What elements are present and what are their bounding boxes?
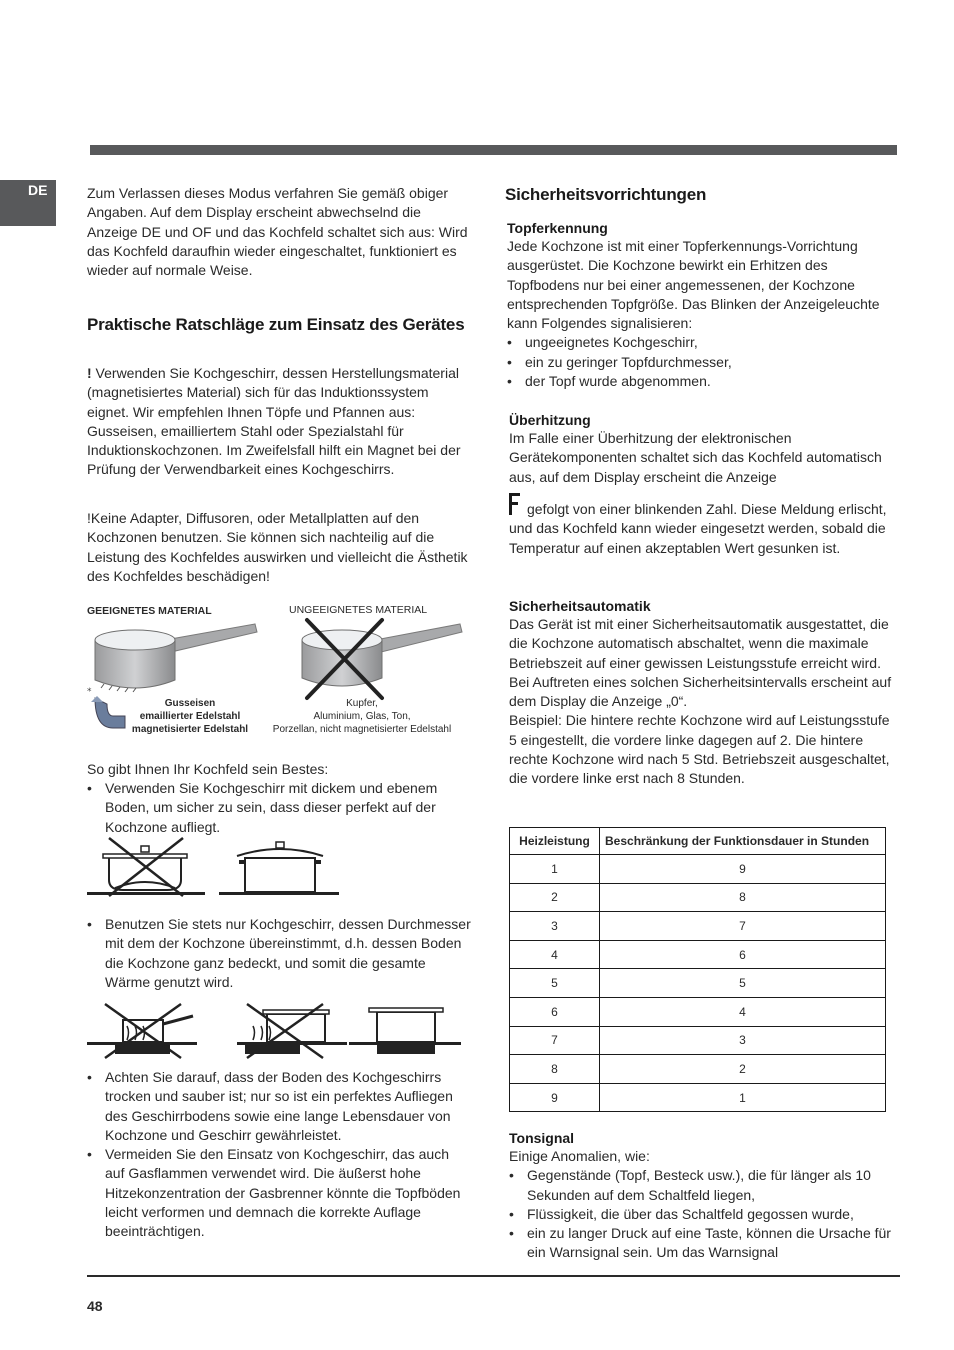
material-figure bbox=[87, 600, 472, 745]
left-intro bbox=[87, 184, 472, 280]
section-title-tips: Praktische Ratschläge zum Einsatz des Gerätes bbox=[87, 315, 465, 334]
suitable-material-title: GEEIGNETES MATERIAL bbox=[87, 605, 212, 617]
left-paragraph-1 bbox=[87, 364, 472, 480]
tip-item: • Vermeiden Sie den Einsatz von Kochgeschirr, das auch auf Gasflammen verwendet wird. Die äußerst hohe Hitzekonzentration der Gasbrenner könnte die Topfböden leicht verformen und demnach die korrekte Auflage beeinträchtigen. bbox=[87, 1145, 472, 1241]
language-tab: DE bbox=[0, 180, 56, 226]
table-header-heizleistung: Heizleistung bbox=[510, 828, 600, 855]
auto-section bbox=[509, 597, 894, 789]
material-paragraph: ! Verwenden Sie Kochgeschirr, dessen Herstellungsmaterial (magnetisiertes Material) sich für das Induktionssystem eignet. Wir empfehlen Ihnen Töpfe und Pfannen aus: Gusseisen, emailliertem Stahl oder Spezialstahl für Induktionskochzonen. Im Zweifelsfall hilft ein Magnet bei der Prüfung der Verwendbarkeit eines Kochgeschirrs. bbox=[87, 365, 461, 478]
table-row: 1 9 bbox=[510, 855, 886, 884]
list-item: • ein zu geringer Topfdurchmesser, bbox=[507, 353, 892, 372]
intro-paragraph: Zum Verlassen dieses Modus verfahren Sie gemäß obiger Angaben. Auf dem Display erscheint abwechselnd die Anzeige DE und OF und das Kochfeld schaltet sich aus: Wird das Kochfeld daraufhin wieder eingeschaltet, funktioniert es wieder auf normale Weise. bbox=[87, 185, 468, 279]
ueber-section bbox=[509, 411, 894, 487]
pot-size-diagram bbox=[87, 1002, 467, 1060]
table-header-row bbox=[510, 828, 886, 855]
unsuitable-material-list: Kupfer, Aluminium, Glas, Ton, Porzellan, nicht magnetisierter Edelstahl bbox=[272, 698, 452, 735]
sicherheitsautomatik-example: Beispiel: Die hintere rechte Kochzone wird auf Leistungsstufe 5 eingestellt, die vordere linke dagegen auf 2. Die hintere rechte Kochzone wird nach 5 Std. Betriebszeit ausgeschaltet, die vordere linke erst nach 8 Stunden. bbox=[509, 712, 890, 787]
section-title-safety: Sicherheitsvorrichtungen bbox=[505, 185, 707, 204]
tips-intro: So gibt Ihnen Ihr Kochfeld sein Bestes: bbox=[87, 761, 329, 777]
tip-list-3 bbox=[87, 1068, 472, 1242]
subheading-tonsignal: Tonsignal bbox=[509, 1130, 575, 1146]
list-item: • Gegenstände (Topf, Besteck usw.), die für länger als 10 Sekunden auf dem Schaltfeld liegen, bbox=[509, 1166, 894, 1205]
page-number: 48 bbox=[87, 1298, 103, 1314]
left-section bbox=[87, 315, 472, 335]
heating-duration-table bbox=[509, 827, 886, 1112]
footer-rule bbox=[87, 1275, 900, 1277]
subheading-ueberhitzung: Überhitzung bbox=[509, 412, 591, 428]
svg-text:*: * bbox=[87, 687, 92, 697]
table-row: 9 1 bbox=[510, 1083, 886, 1112]
right-section-title bbox=[505, 185, 890, 205]
ton-section bbox=[509, 1129, 894, 1263]
list-item: • der Topf wurde abgenommen. bbox=[507, 372, 892, 391]
table-header-duration: Beschränkung der Funktionsdauer in Stunden bbox=[600, 828, 886, 855]
topferkennung-text: Jede Kochzone ist mit einer Topferkennungs-Vorrichtung ausgerüstet. Die Kochzone bewirkt ein Erhitzen des Topfbodens nur bei einer angemessenen, der Kochzone entsprechenden Topfgröße. Das Blinken der Anzeigeleuchte kann Folgendes signalisieren: bbox=[507, 238, 880, 332]
unsuitable-pan-illustration bbox=[297, 616, 472, 706]
tip-item: • Benutzen Sie stets nur Kochgeschirr, dessen Durchmesser mit dem der Kochzone übereinstimmt, d.h. dessen Boden die Kochzone ganz bedeckt, und somit die gesamte Wärme genutzt wird. bbox=[87, 915, 472, 992]
subheading-topferkennung: Topferkennung bbox=[507, 220, 608, 236]
tonsignal-intro: Einige Anomalien, wie: bbox=[509, 1148, 650, 1164]
list-item: • ungeeignetes Kochgeschirr, bbox=[507, 333, 892, 352]
unsuitable-material-title: UNGEEIGNETES MATERIAL bbox=[289, 604, 428, 616]
subheading-sicherheitsautomatik: Sicherheitsautomatik bbox=[509, 598, 651, 614]
table-row: 2 8 bbox=[510, 883, 886, 912]
list-item: • Flüssigkeit, die über das Schaltfeld gegossen wurde, bbox=[509, 1205, 894, 1224]
topf-section bbox=[507, 219, 892, 391]
tip-list-2 bbox=[87, 915, 472, 992]
ueberhitzung-text-2: gefolgt von einer blinkenden Zahl. Diese Meldung erlischt, und das Kochfeld kann wieder eingesetzt werden, sobald die Temperatur auf einen akzeptablen Wert gesunken ist. bbox=[509, 501, 887, 556]
table-row: 7 3 bbox=[510, 1026, 886, 1055]
suitable-material-list: Gusseisen emaillierter Edelstahl magnetisierter Edelstahl bbox=[131, 698, 249, 735]
table-row: 6 4 bbox=[510, 997, 886, 1026]
table-row: 4 6 bbox=[510, 940, 886, 969]
tip-item: • Verwenden Sie Kochgeschirr mit dickem und ebenem Boden, um sicher zu sein, dass dieser perfekt auf der Kochzone aufliegt. bbox=[87, 779, 472, 837]
tip-item: • Achten Sie darauf, dass der Boden des Kochgeschirrs trocken und sauber ist; nur so ist ein perfektes Aufliegen des Geschirrbodens sowie eine lange Lebensdauer von Kochzone und Geschirr gewährleistet. bbox=[87, 1068, 472, 1145]
ueber-section-cont bbox=[509, 500, 894, 558]
left-paragraph-2 bbox=[87, 509, 472, 586]
table-row: 8 2 bbox=[510, 1055, 886, 1084]
tip-list-1 bbox=[87, 779, 472, 837]
table-row: 5 5 bbox=[510, 969, 886, 998]
header-bar bbox=[90, 145, 897, 155]
ueberhitzung-text-1: Im Falle einer Überhitzung der elektronischen Gerätekomponenten schaltet sich das Kochfeld automatisch aus, auf dem Display erscheint die Anzeige bbox=[509, 430, 882, 485]
table-row: 3 7 bbox=[510, 912, 886, 941]
flat-base-diagram bbox=[87, 836, 347, 898]
adapter-warning-paragraph: !Keine Adapter, Diffusoren, oder Metallplatten auf den Kochzonen benutzen. Sie können sich nachteilig auf die Leistung des Kochfeldes auswirken und vielleicht die Ästhetik des Kochfeldes beschädigen! bbox=[87, 510, 468, 584]
sicherheitsautomatik-text: Das Gerät ist mit einer Sicherheitsautomatik ausgestattet, die die Kochzone automatisch abschaltet, wenn die maximale Betriebszeit auf einer gewissen Leistungsstufe erreicht wird. Bei Auftreten eines solchen Sicherheitsintervalls erscheint auf dem Display die Anzeige „0“. bbox=[509, 616, 892, 710]
warning-mark: ! bbox=[87, 365, 92, 381]
list-item: • ein zu langer Druck auf eine Taste, können die Ursache für ein Warnsignal sein. Um das Warnsignal bbox=[509, 1224, 894, 1263]
